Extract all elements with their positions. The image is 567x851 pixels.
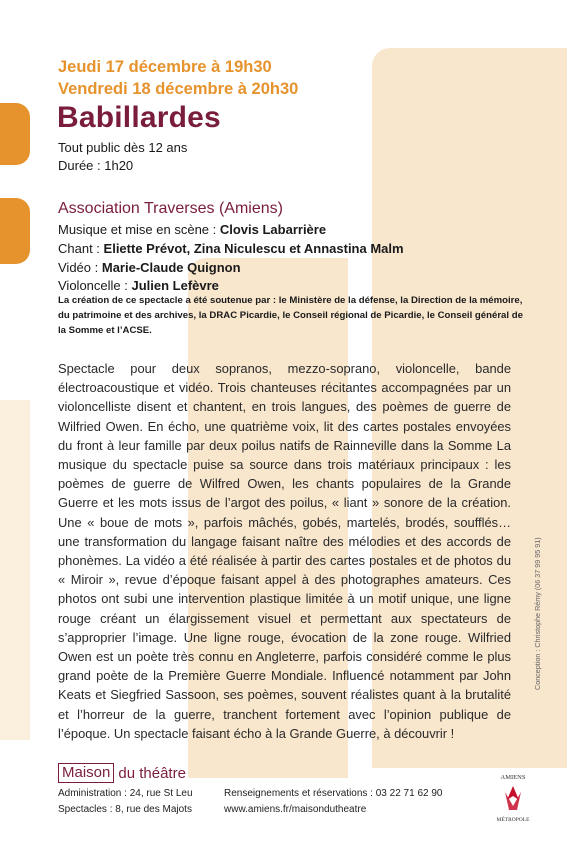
support-statement: La création de ce spectacle a été soutenue par : le Ministère de la défense, la Direction de la mémoire, du patrimoine et des archives, la DRAC Picardie, le Conseil régional de Picardie, le Conseil général de la Somme et l’ACSE. bbox=[58, 295, 523, 336]
credit-cello: Violoncelle : Julien Lefèvre bbox=[58, 278, 219, 293]
reservations-phone: Renseignements et réservations : 03 22 71 62 90 bbox=[224, 788, 443, 799]
show-title: Babillardes bbox=[57, 101, 221, 134]
design-credit: Conception : Christophe Rémy (06 37 99 95 91) bbox=[533, 537, 542, 690]
logo-du-theatre: du théâtre bbox=[118, 764, 186, 782]
amiens-bottom-text: MÉTROPOLE bbox=[496, 817, 530, 823]
beige-panel-small bbox=[0, 400, 30, 740]
admin-address: Administration : 24, rue St Leu bbox=[58, 788, 193, 799]
amiens-emblem-icon bbox=[483, 766, 543, 826]
credit-direction: Musique et mise en scène : Clovis Labarrière bbox=[58, 222, 327, 237]
website-link[interactable]: www.amiens.fr/maisondutheatre bbox=[224, 804, 367, 815]
audience-info: Tout public dès 12 ans bbox=[58, 140, 188, 155]
description-paragraph: Spectacle pour deux sopranos, mezzo-soprano, violoncelle, bande électroacoustique et vidéo. Trois chanteuses récitantes accompagnées par un violoncelliste disent et chantent, en trois langues, des poèmes de guerre de Wilfried Owen. En écho, une quatrième voix, lit des cartes postales envoyées du front à leur famille par deux poilus natifs de Rainneville dans la Somme La musique du spectacle puise sa source dans trois matériaux principaux : les poèmes de guerre de Wilfred Owen, les chants populaires de la Grande Guerre et les mots issus de l’argot des poilus, « liant » sonore de la création. Une « boue de mots », parfois mâchés, gobés, martelés, brodés, soufflés… une transformation du langage faisant naître des mélodies et des accords de phonèmes. La vidéo a été réalisée à partir des cartes postales et de photos du « Miroir », revue d’époque faisant appel à des photographes amateurs. Ces photos ont subi une intervention plastique limitée à un motif unique, une ligne rouge créant un élargissement visuel et permettant aux spectateurs de s’approprier l’image. Une ligne rouge, évocation de la zone rouge. Wilfried Owen est un poète très connu en Angleterre, parfois considéré comme le plus grand poète de la Première Guerre Mondiale. Influencé notamment par John Keats et Siegfried Sassoon, ses poèmes, souvent réalistes quant à la brutalité et l’horreur de la guerre, tranchent fortement avec l’opinion publique de l’époque. Un spectacle faisant écho à la Grande Guerre, à découvrir ! bbox=[58, 361, 511, 741]
date-line-2: Vendredi 18 décembre à 20h30 bbox=[58, 80, 299, 98]
duration-info: Durée : 1h20 bbox=[58, 158, 134, 173]
orange-tab-top bbox=[0, 103, 30, 165]
date-line-1: Jeudi 17 décembre à 19h30 bbox=[58, 58, 272, 76]
credit-video: Vidéo : Marie-Claude Quignon bbox=[58, 260, 241, 275]
orange-tab-mid bbox=[0, 198, 30, 264]
maison-du-theatre-logo bbox=[58, 763, 186, 783]
amiens-top-text: AMIENS bbox=[500, 774, 526, 781]
show-description bbox=[58, 359, 511, 743]
shows-address: Spectacles : 8, rue des Majots bbox=[58, 804, 192, 815]
company-name: Association Traverses (Amiens) bbox=[58, 200, 283, 217]
amiens-metropole-logo bbox=[483, 766, 543, 826]
logo-maison: Maison bbox=[58, 763, 114, 783]
credit-singing: Chant : Eliette Prévot, Zina Niculescu et Annastina Malm bbox=[58, 241, 404, 256]
